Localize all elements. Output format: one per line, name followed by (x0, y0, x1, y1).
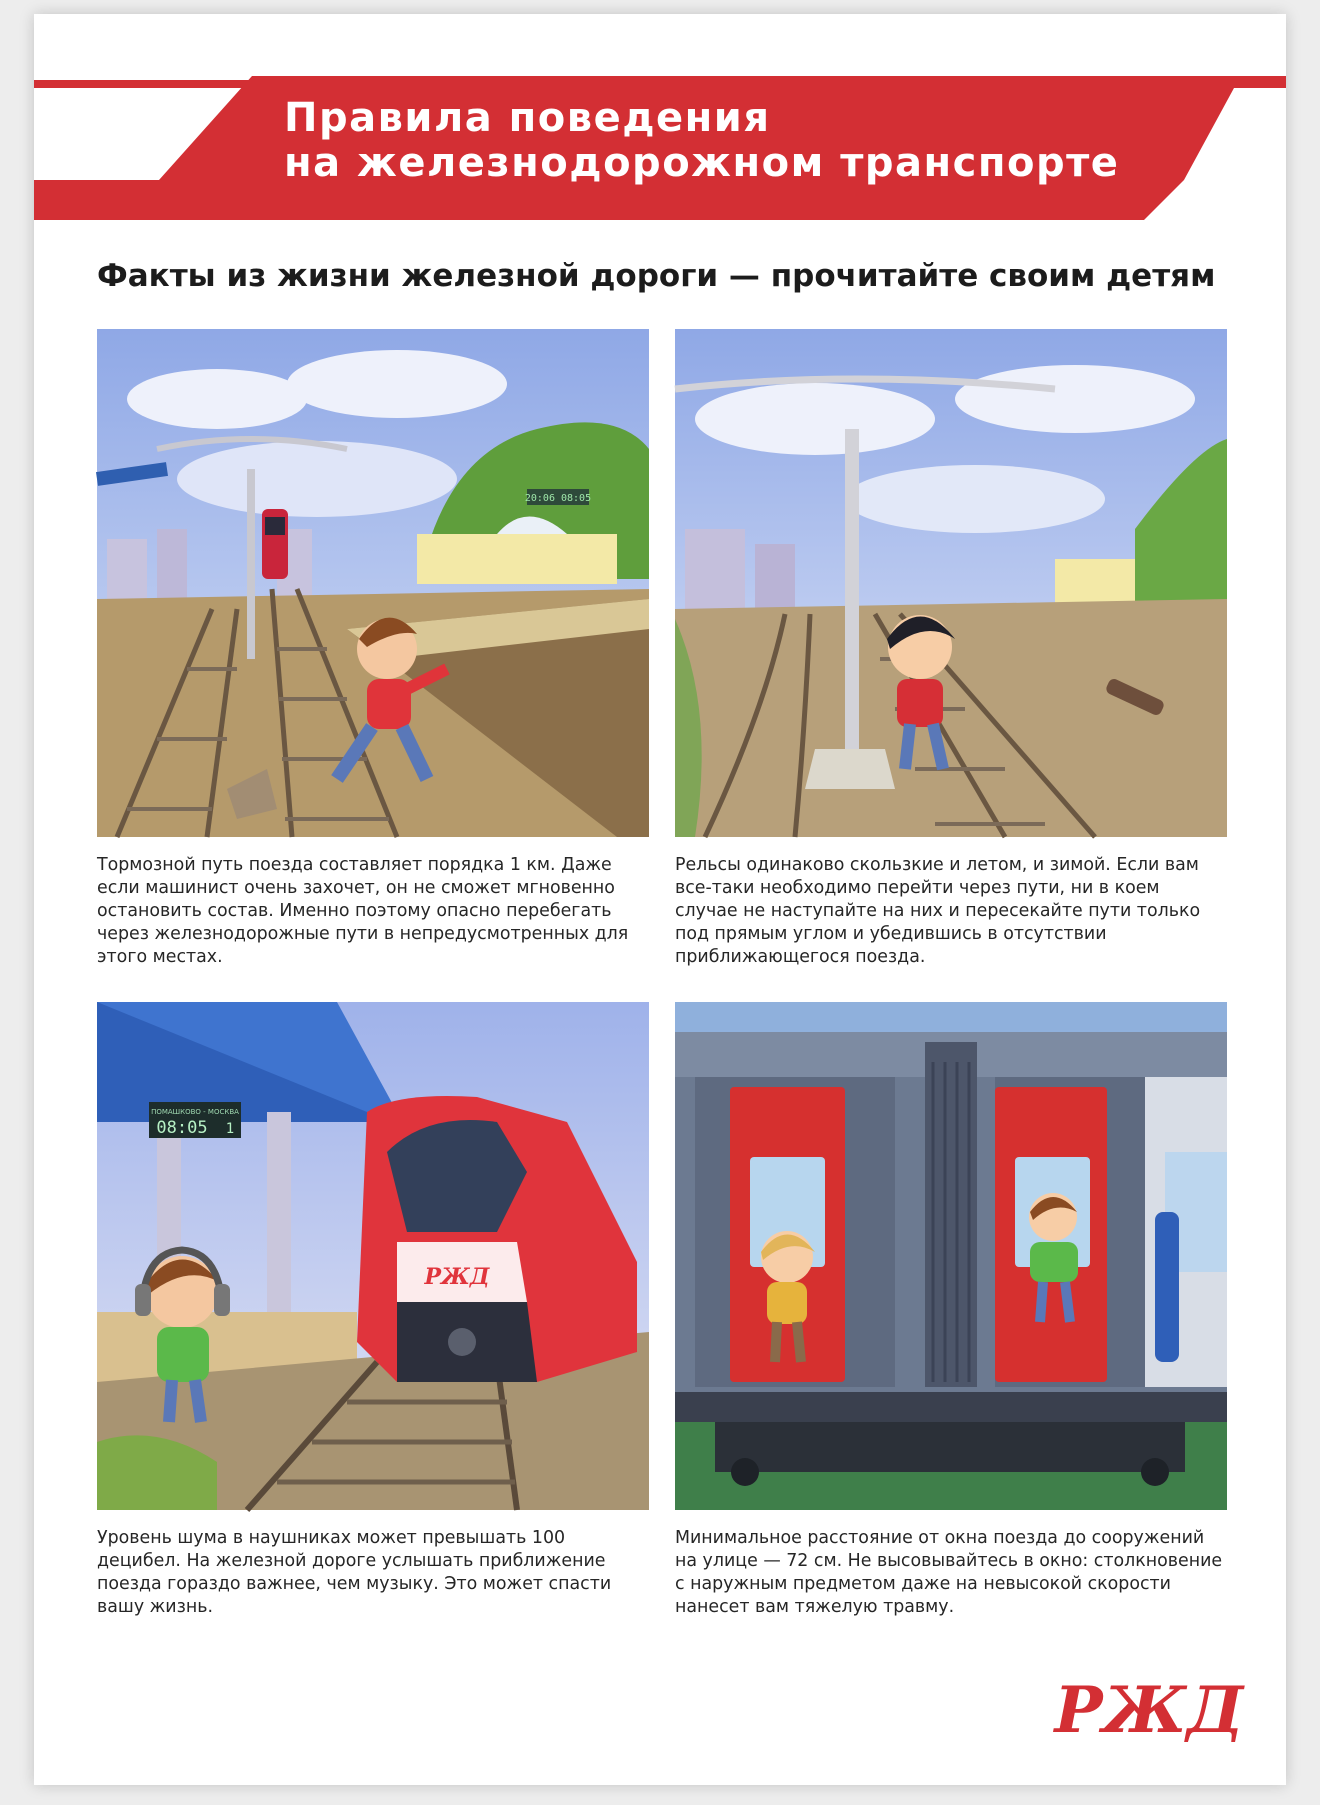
caption-headphones-noise: Уровень шума в наушниках может превышать 100 децибел. На железной дороге услышать приближение поезда гораздо важнее, чем музыку. Это может спасти вашу жизнь. (97, 1528, 612, 1617)
rzd-logo-text: РЖД (1054, 1673, 1244, 1748)
illustration-train-windows (675, 1002, 1227, 1510)
caption-braking-distance: Тормозной путь поезда составляет порядка 1 км. Даже если машинист очень захочет, он не сможет мгновенно остановить состав. Именно поэтому опасно перебегать через железнодорожные пути в непредусмотренных для этого местах. (97, 855, 629, 967)
train-logo: РЖД (424, 1264, 490, 1290)
page-title (284, 96, 1119, 186)
title-line-1: Правила поведения (284, 95, 771, 141)
board-track: 1 (225, 1121, 235, 1137)
board-time: 08:05 (156, 1118, 208, 1138)
board-route: ПОМАШКОВО - МОСКВА (151, 1108, 239, 1116)
caption-slippery-rails: Рельсы одинаково скользкие и летом, и зимой. Если вам все-таки необходимо перейти через пути, ни в коем случае не наступайте на них и пересекайте пути только под прямым углом и убедившись в отсутствии приближающегося поезда. (675, 855, 1201, 967)
rzd-logo (1054, 1673, 1244, 1748)
station-clock-text: 20:06 08:05 (524, 493, 592, 504)
poster-sheet (34, 14, 1286, 1785)
caption-window-distance: Минимальное расстояние от окна поезда до сооружений на улице — 72 см. Не высовывайтесь в окно: столкновение с наружным предметом даже на невысокой скорости нанесет вам тяжелую травму. (675, 1528, 1223, 1617)
illustration-running-boy (97, 329, 649, 837)
title-line-2: на железнодорожном транспорте (284, 140, 1120, 186)
illustration-headphones-train (97, 1002, 649, 1510)
subtitle: Факты из жизни железной дороги — прочитайте своим детям (97, 258, 1216, 294)
illustration-boy-on-rails (675, 329, 1227, 837)
